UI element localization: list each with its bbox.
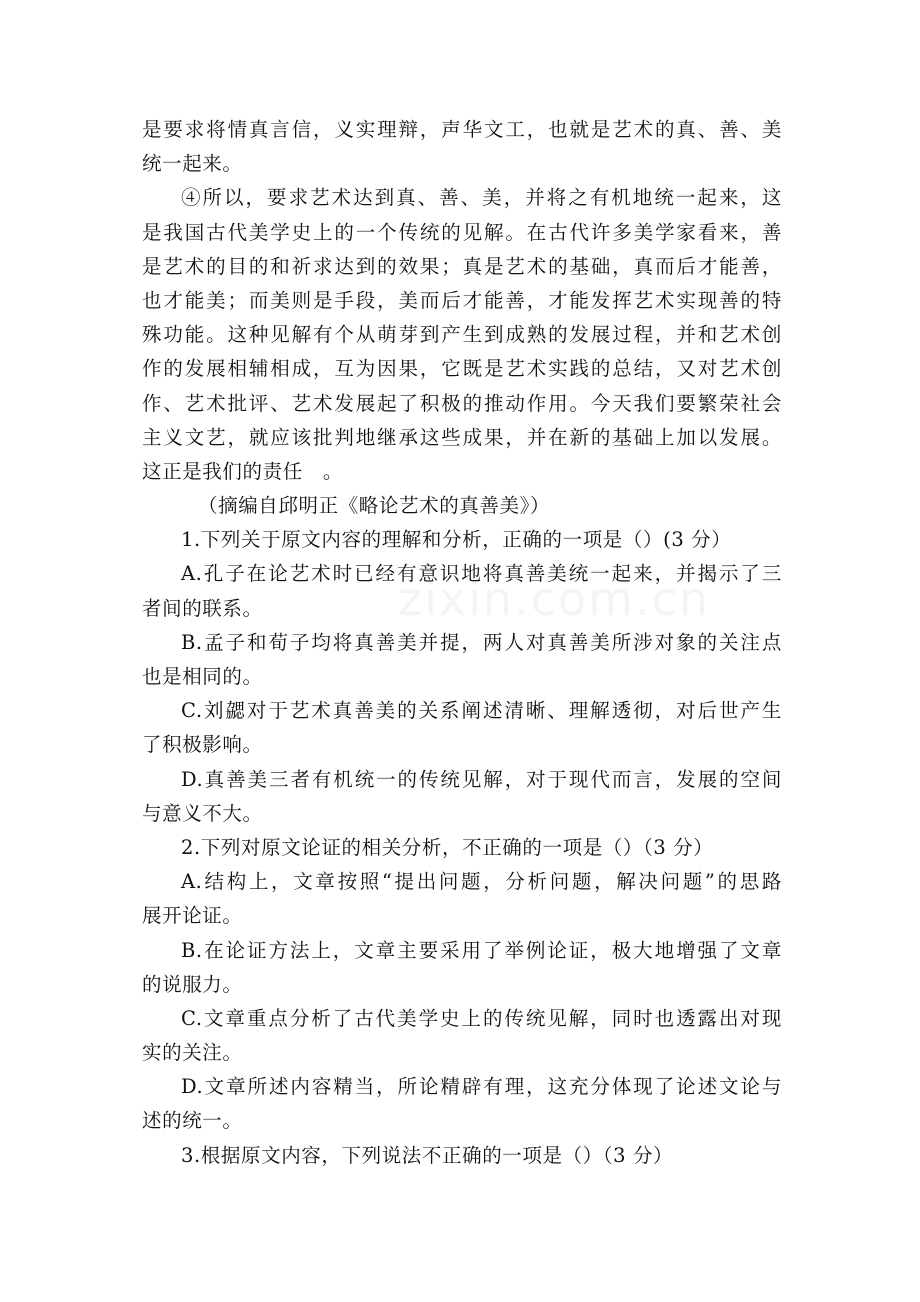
answer-option: A.孔子在论艺术时已经有意识地将真善美统一起来，并揭示了三 — [181, 562, 782, 586]
answer-option: C.刘勰对于艺术真善美的关系阐述清晰、理解透彻，对后世产生 — [181, 699, 782, 723]
answer-option: B.孟子和荀子均将真善美并提，两人对真善美所涉对象的关注点 — [181, 630, 782, 654]
paragraph-line: ④所以，要求艺术达到真、善、美，并将之有机地统一起来，这 — [181, 186, 782, 210]
question-stem: 3.根据原文内容，下列说法不正确的一项是（）（3 分） — [181, 1143, 674, 1167]
paragraph-line: 殊功能。这种见解有个从萌芽到产生到成熟的发展过程，并和艺术创 — [142, 323, 782, 347]
answer-option-continuation: 述的统一。 — [142, 1109, 243, 1133]
answer-option: D.文章所述内容精当，所论精辟有理，这充分体现了论述文论与 — [181, 1075, 782, 1099]
answer-option-continuation: 了积极影响。 — [142, 733, 263, 757]
paragraph-line: 是要求将情真言信，义实理辩，声华文工，也就是艺术的真、善、美 — [142, 118, 782, 141]
answer-option-continuation: 实的关注。 — [142, 1041, 243, 1065]
answer-option: C.文章重点分析了古代美学史上的传统见解，同时也透露出对现 — [181, 1006, 782, 1030]
source-citation: （摘编自邱明正《略论艺术的真善美》） — [198, 494, 551, 518]
paragraph-line: 作、艺术批评、艺术发展起了积极的推动作用。今天我们要繁荣社会 — [142, 391, 782, 415]
answer-option-continuation: 的说服力。 — [142, 972, 243, 996]
paragraph-line: 这正是我们的责任 。 — [142, 459, 344, 483]
paragraph-line: 主义文艺，就应该批判地继承这些成果，并在新的基础上加以发展。 — [142, 425, 782, 449]
paragraph-line: 作的发展相辅相成，互为因果，它既是艺术实践的总结，又对艺术创 — [142, 357, 782, 381]
answer-option-continuation: 展开论证。 — [142, 904, 243, 928]
answer-option-continuation: 与意义不大。 — [142, 801, 263, 825]
paragraph-line: 是我国古代美学史上的一个传统的见解。在古代许多美学家看来，善 — [142, 220, 782, 244]
paragraph-line: 是艺术的目的和祈求达到的效果；真是艺术的基础，真而后才能善， — [142, 254, 782, 278]
question-stem: 1.下列关于原文内容的理解和分析，正确的一项是（）(3 分） — [181, 528, 732, 552]
answer-option-continuation: 也是相同的。 — [142, 665, 263, 688]
paragraph-line: 统一起来。 — [142, 152, 243, 176]
answer-option-continuation: 者间的联系。 — [142, 596, 263, 620]
answer-option: A.结构上，文章按照“提出问题，分析问题，解决问题”的思路 — [181, 870, 782, 894]
document-body — [142, 113, 782, 1173]
answer-option: D.真善美三者有机统一的传统见解，对于现代而言，发展的空间 — [181, 767, 782, 791]
paragraph-line: 也才能美；而美则是手段，美而后才能善，才能发挥艺术实现善的特 — [142, 288, 782, 312]
answer-option: B.在论证方法上，文章主要采用了举例论证，极大地增强了文章 — [181, 938, 782, 962]
question-stem: 2.下列对原文论证的相关分析，不正确的一项是（）（3 分） — [181, 835, 714, 859]
